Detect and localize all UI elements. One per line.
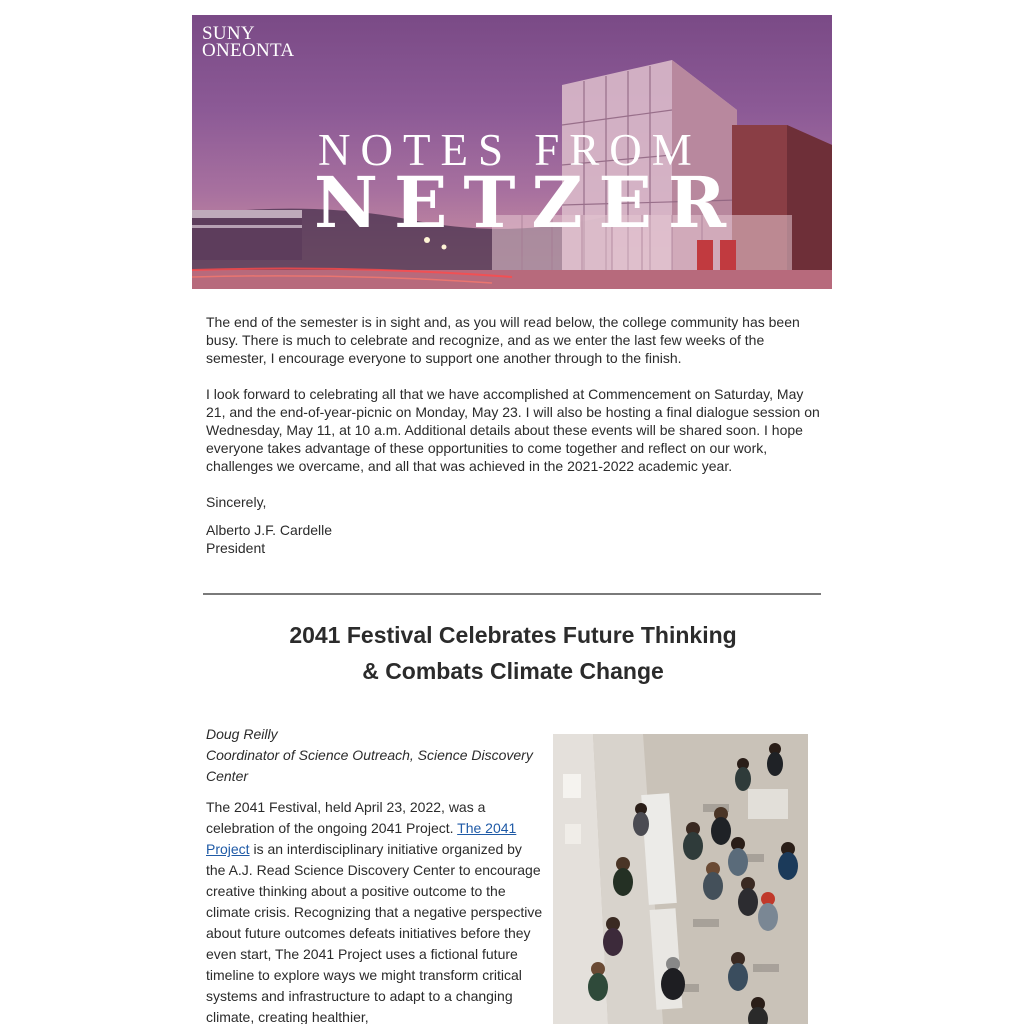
letter-paragraph: I look forward to celebrating all that we have accomplished at Commencement on Saturday, May 21, and the end-of-year-picnic on Monday, May 23. I will also be hosting a final dialogue session on Wednesday, May 11, at 10 a.m. Additional details about these events will be shared soon. I hope everyone takes advantage of these opportunities to come together and reflect on our work, challenges we overcame, and all that was achieved in the 2021-2022 academic year.	[206, 386, 820, 474]
section-divider	[203, 593, 821, 595]
2041-project-link[interactable]: The 2041 Project	[206, 820, 517, 857]
suny-oneonta-logo	[202, 25, 294, 59]
author-name: Doug Reilly	[206, 726, 278, 742]
signer-title: President	[206, 540, 266, 556]
signer-name: Alberto J.F. Cardelle	[206, 522, 333, 538]
article-headline	[206, 617, 820, 689]
logo-line-oneonta: ONEONTA	[202, 40, 295, 61]
festival-crowd-image	[553, 734, 808, 1024]
letter-paragraph: The end of the semester is in sight and, as you will read below, the college community has been busy. There is much to celebrate and recognize, and as we enter the last few weeks of the semester, I encourage everyone to support one another through to the finish.	[206, 314, 800, 366]
article-body-text: The 2041 Festival, held April 23, 2022, was a celebration of the ongoing 2041 Project.	[206, 799, 486, 836]
banner-title-notes-from: NOTES FROM	[318, 125, 702, 175]
article-body	[206, 797, 544, 1024]
banner-title-netzer: NETZER	[314, 161, 743, 244]
festival-photo	[553, 734, 808, 1024]
president-letter	[206, 313, 820, 557]
letter-signoff: Sincerely,	[206, 494, 267, 510]
headline-line-2: & Combats Climate Change	[362, 658, 664, 684]
logo-line-suny: SUNY	[202, 23, 255, 44]
article-body-text: is an interdisciplinary initiative organized by the A.J. Read Science Discovery Center to encourage creative thinking about a positive outcome to the climate crisis. Recognizing that a negative perspective about future outcomes defeats initiatives before they even start, The 2041 Project uses a fictional future timeline to explore ways we might transform critical systems and infrastructure to adapt to a changing climate, creating healthier,	[206, 841, 543, 1024]
header-banner	[192, 15, 832, 289]
author-title: Coordinator of Science Outreach, Science Discovery Center	[206, 747, 533, 784]
article-byline	[206, 724, 546, 787]
headline-line-1: 2041 Festival Celebrates Future Thinking	[289, 622, 737, 648]
